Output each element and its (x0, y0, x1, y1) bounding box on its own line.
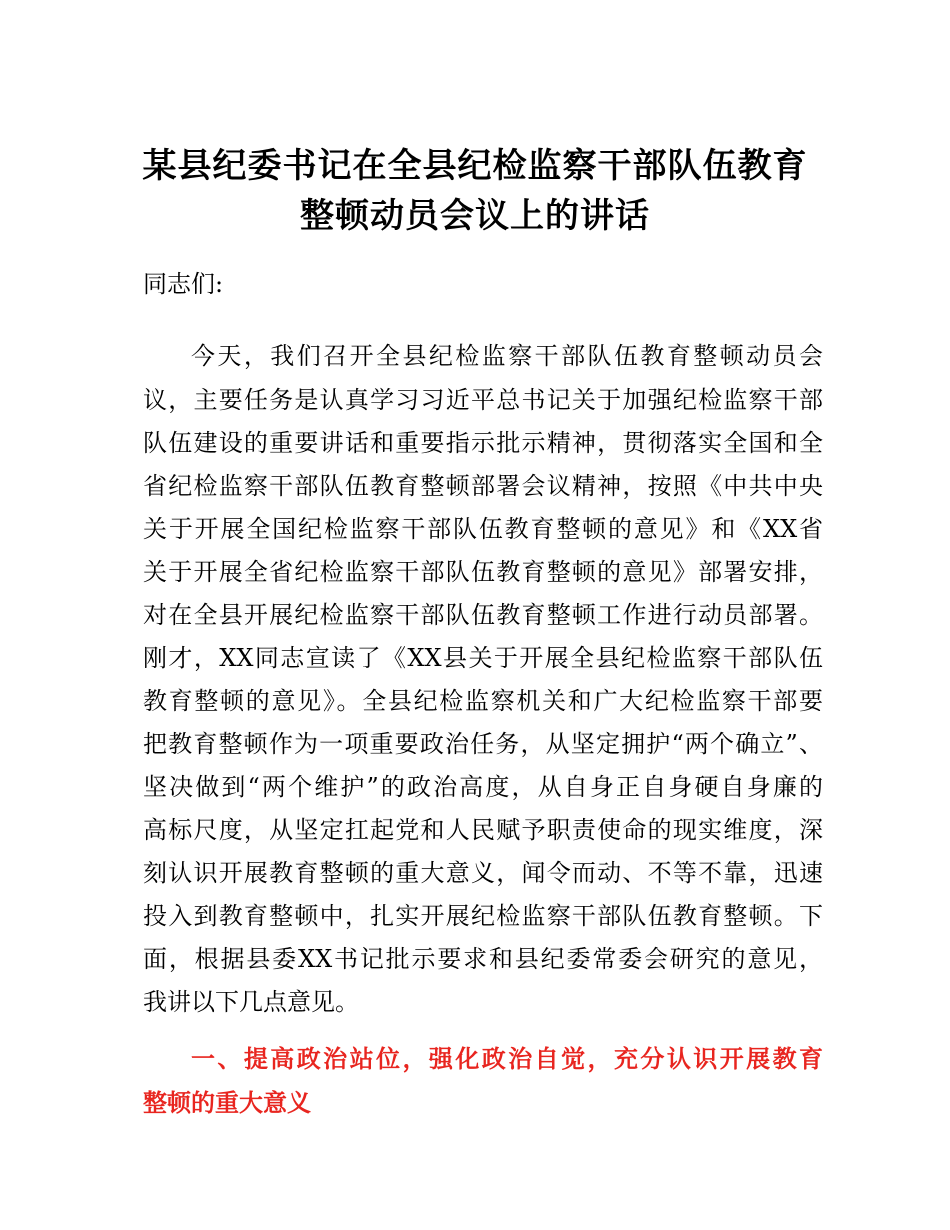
paragraph-line: 队伍建设的重要讲话和重要指示批示精神，贯彻落实全国和全 (143, 429, 823, 457)
paragraph-line: 刻认识开展教育整顿的重大意义，闻令而动、不等不靠，迅速 (143, 859, 823, 887)
paragraph-line: 省纪检监察干部队伍教育整顿部署会议精神，按照《中共中央 (143, 472, 823, 500)
paragraph-line: 对在全县开展纪检监察干部队伍教育整顿工作进行动员部署。 (143, 601, 823, 629)
paragraph-line: 坚决做到“两个维护”的政治高度，从自身正自身硬自身廉的 (143, 773, 823, 801)
document-title-line-1: 某县纪委书记在全县纪检监察干部队伍教育 (142, 146, 808, 186)
paragraph-line: 刚才，XX同志宣读了《XX县关于开展全县纪检监察干部队伍 (143, 644, 823, 672)
paragraph-line: 议，主要任务是认真学习习近平总书记关于加强纪检监察干部 (143, 386, 823, 414)
document-title-line-2: 整顿动员会议上的讲话 (300, 196, 650, 236)
paragraph-line: 教育整顿的意见》。全县纪检监察机关和广大纪检监察干部要 (143, 687, 823, 715)
paragraph-line: 关于开展全省纪检监察干部队伍教育整顿的意见》部署安排， (143, 558, 823, 586)
salutation: 同志们: (143, 270, 224, 298)
paragraph-line: 高标尺度，从坚定扛起党和人民赋予职责使命的现实维度，深 (143, 816, 823, 844)
paragraph-line: 投入到教育整顿中，扎实开展纪检监察干部队伍教育整顿。下 (143, 902, 823, 930)
paragraph-line: 我讲以下几点意见。 (143, 988, 359, 1016)
section-heading-line-1: 一、提高政治站位，强化政治自觉，充分认识开展教育 (191, 1045, 823, 1073)
section-heading-line-2: 整顿的重大意义 (143, 1089, 311, 1117)
paragraph-line: 把教育整顿作为一项重要政治任务，从坚定拥护“两个确立”、 (143, 730, 823, 758)
paragraph-line: 面，根据县委XX书记批示要求和县纪委常委会研究的意见， (143, 945, 823, 973)
paragraph-line: 今天，我们召开全县纪检监察干部队伍教育整顿动员会 (191, 342, 823, 370)
paragraph-line: 关于开展全国纪检监察干部队伍教育整顿的意见》和《XX省 (143, 515, 823, 543)
